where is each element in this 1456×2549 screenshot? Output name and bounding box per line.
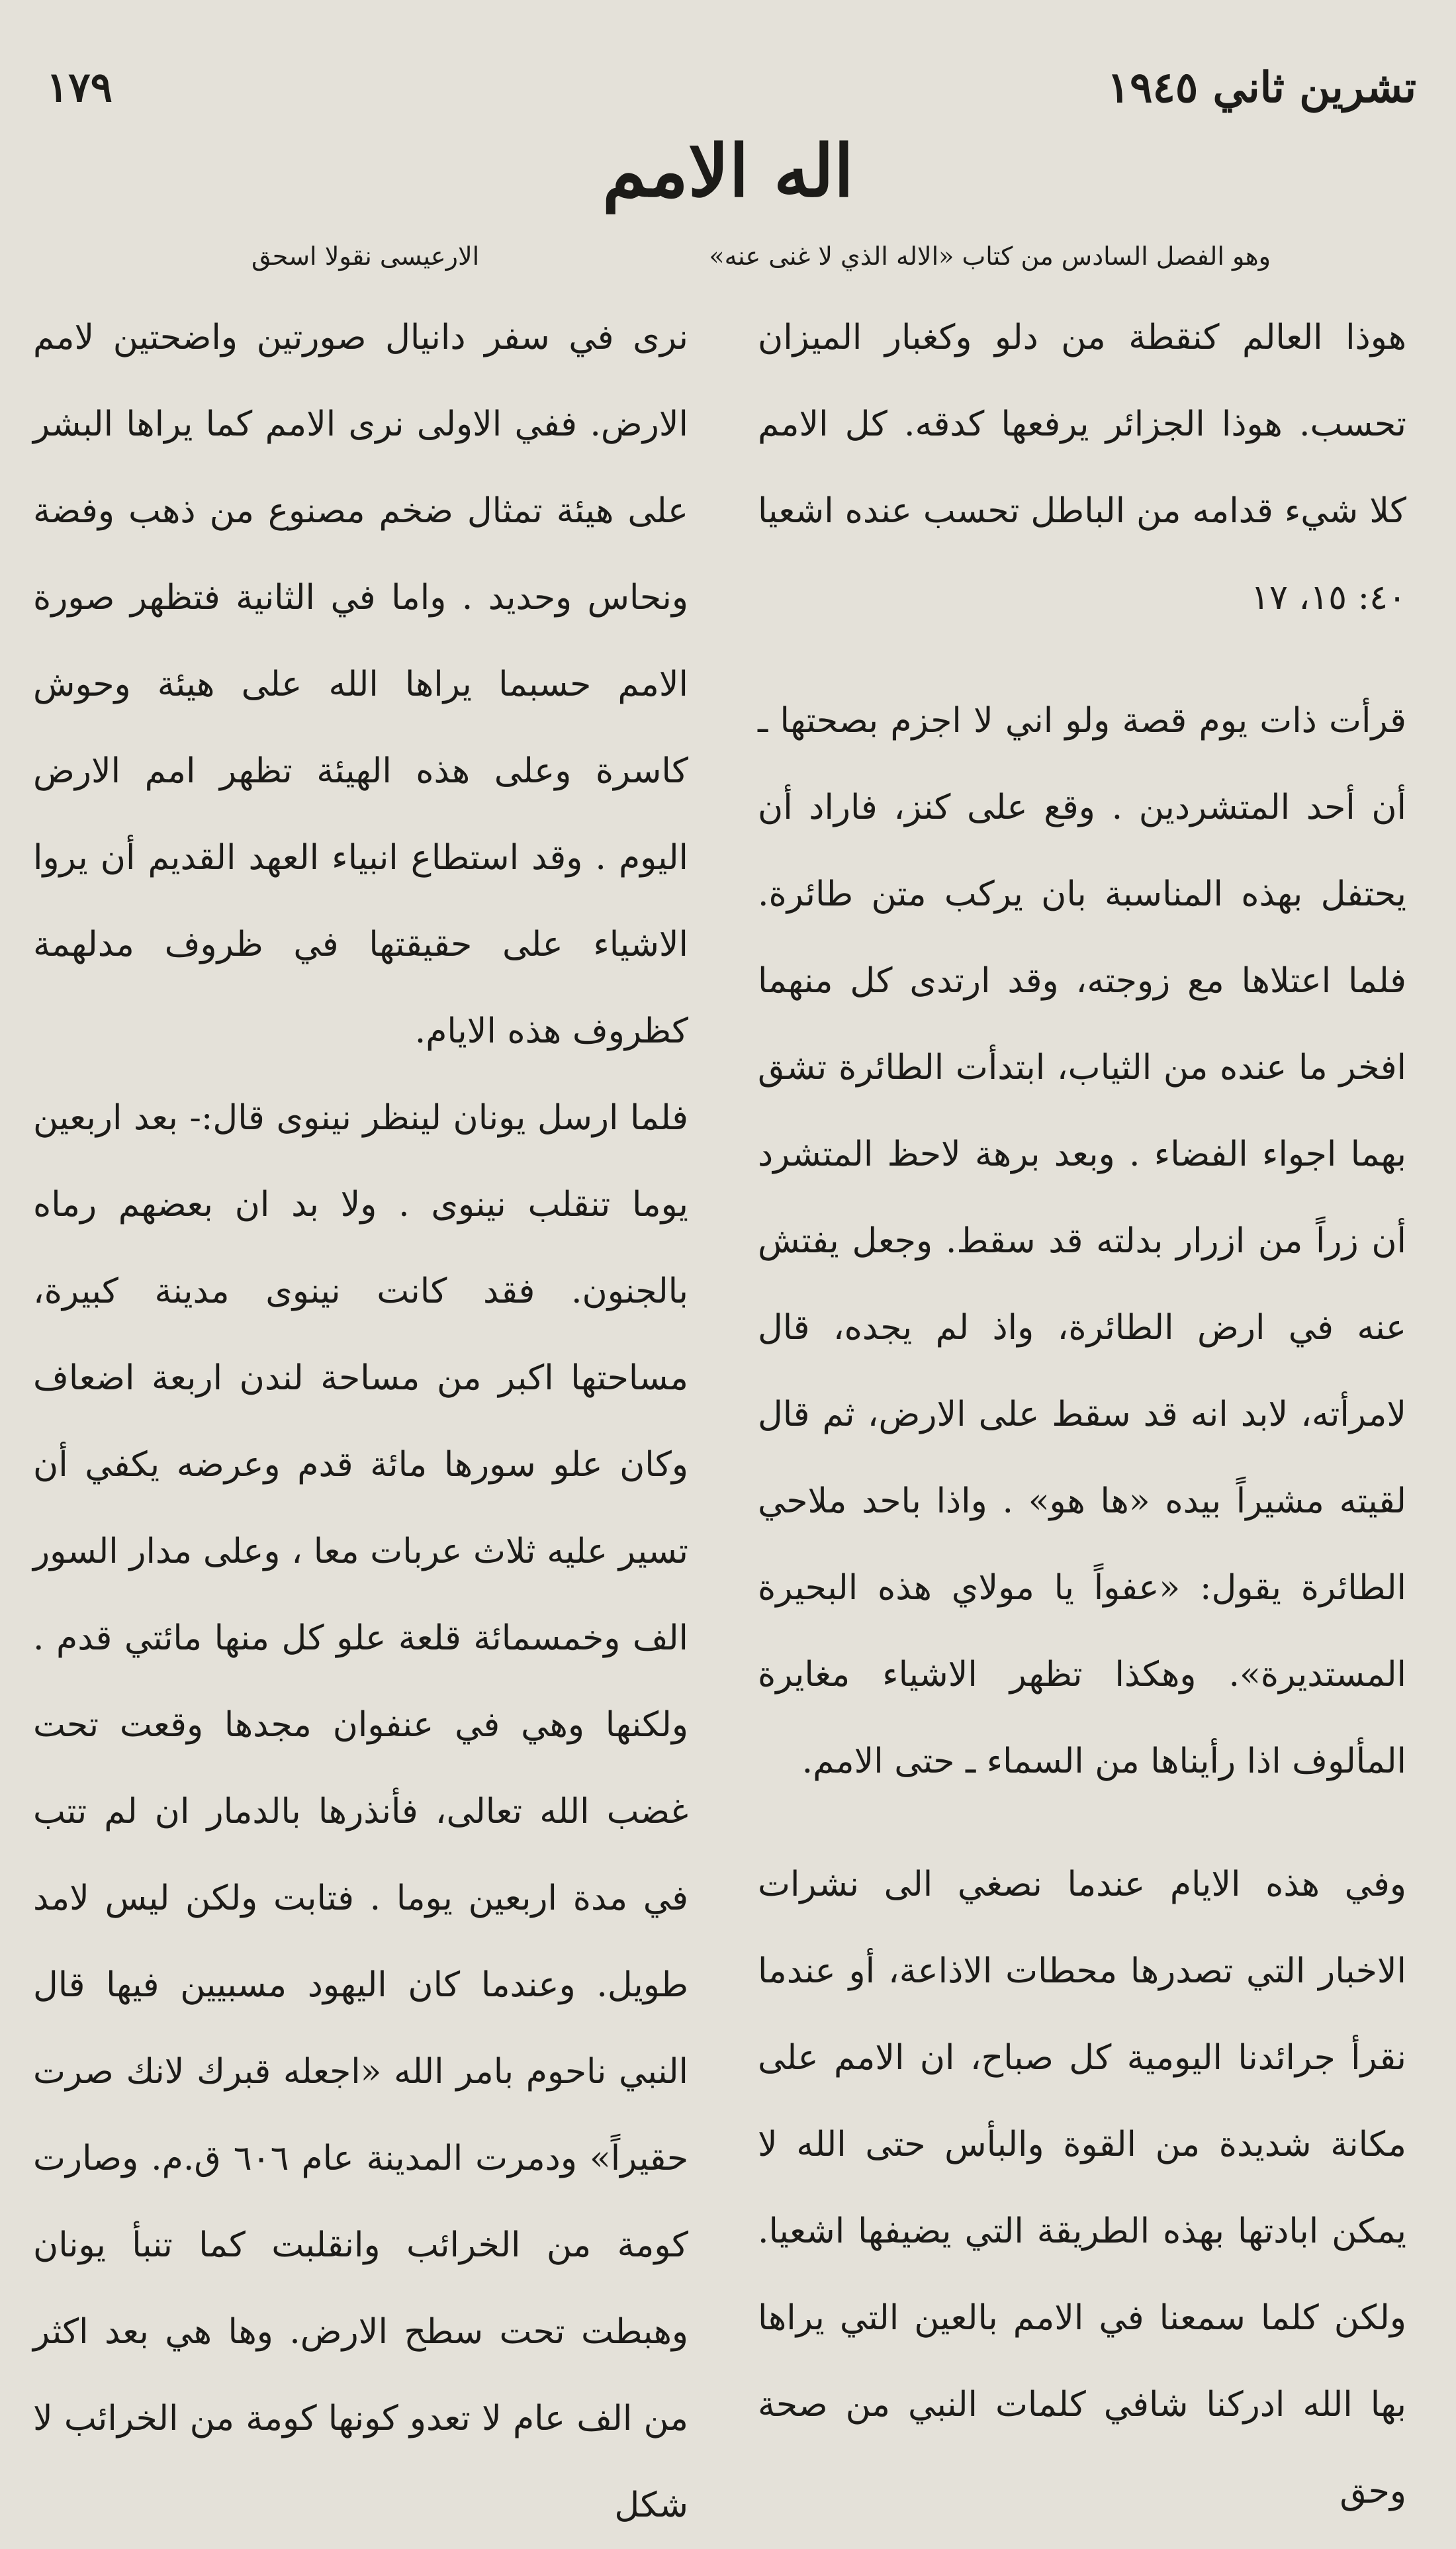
right-column (758, 295, 1406, 2511)
article-title: اله الامم (602, 130, 854, 213)
page-number: ١٧٩ (46, 63, 113, 111)
article-subtitle (251, 242, 1271, 271)
page-header (46, 63, 1416, 136)
body-paragraph: قرأت ذات يوم قصة ولو اني لا اجزم بصحتها ـ أن أحد المتشردين . وقع على كنز، فاراد أن يحتفل بهذه المناسبة بان يركب متن طائرة. فلما اعتلاها مع زوجته، وقد ارتدى كل منهما افخر ما عنده من الثياب، ابتدأت الطائرة تشق بهما اجواء الفضاء . وبعد برهة لاحظ المتشرد أن زراً من ازرار بدلته قد سقط. وجعل يفتش عنه في ارض الطائرة، واذ لم يجده، قال لامرأته، لابد انه قد سقط على الارض، ثم قال لقيته مشيراً بيده «ها هو» . واذا باحد ملاحي الطائرة يقول: «عفواً يا مولاي هذه البحيرة المستديرة». وهكذا تظهر الاشياء مغايرة المألوف اذا رأيناها من السماء ـ حتى الامم. (758, 701, 1406, 1781)
body-paragraph: وفي هذه الايام عندما نصغي الى نشرات الاخبار التي تصدرها محطات الاذاعة، أو عندما نقرأ جرائدنا اليومية كل صباح، ان الامم على مكانة شديدة من القوة والبأس حتى الله لا يمكن ابادتها بهذه الطريقة التي يضيفها اشعيا. ولكن كلما سمعنا في الامم بالعين التي يراها بها الله ادركنا شافي كلمات النبي من صحة وحق (758, 1865, 1406, 2511)
epigraph-paragraph: هوذا العالم كنقطة من دلو وكغبار الميزان تحسب. هوذا الجزائر يرفعها كدقه. كل الامم كلا شيء قدامه من الباطل تحسب عنده اشعيا ٤٠: ١٥، ١٧ (758, 318, 1406, 618)
body-paragraph: فلما ارسل يونان لينظر نينوى قال:- بعد اربعين يوما تنقلب نينوى . ولا بد ان بعضهم رماه بالجنون. فقد كانت نينوى مدينة كبيرة، مساحتها اكبر من مساحة لندن اربعة اضعاف وكان علو سورها مائة قدم وعرضه يكفي أن تسير عليه ثلاث عربات معا ، وعلى مدار السور الف وخمسمائة قلعة علو كل منها مائتي قدم . ولكنها وهي في عنفوان مجدها وقعت تحت غضب الله تعالى، فأنذرها بالدمار ان لم تتب في مدة اربعين يوما . فتابت ولكن ليس لامد طويل. وعندما كان اليهود مسبيين فيها قال النبي ناحوم بامر الله «اجعله قبرك لانك صرت حقيراً» ودمرت المدينة عام ٦٠٦ ق.م. وصارت كومة من الخرائب وانقلبت كما تنبأ يونان وهبطت تحت سطح الارض. وها هي بعد اكثر من الف عام لا تعدو كونها كومة من الخرائب لا شكل (33, 1098, 689, 2525)
author-name: الارعيسى نقولا اسحق (251, 242, 480, 271)
body-paragraph: نرى في سفر دانيال صورتين واضحتين لامم الارض. ففي الاولى نرى الامم كما يراها البشر على هيئة تمثال ضخم مصنوع من ذهب وفضة ونحاس وحديد . واما في الثانية فتظهر صورة الامم حسبما يراها الله على هيئة وحوش كاسرة وعلى هذه الهيئة تظهر امم الارض اليوم . وقد استطاع انبياء العهد القديم أن يروا الاشياء على حقيقتها في ظروف مدلهمة كظروف هذه الايام. (33, 318, 688, 1051)
issue-date: تشرين ثاني ١٩٤٥ (1107, 63, 1416, 113)
source-note: وهو الفصل السادس من كتاب «الاله الذي لا غنى عنه» (709, 242, 1271, 271)
left-column (33, 295, 689, 2525)
